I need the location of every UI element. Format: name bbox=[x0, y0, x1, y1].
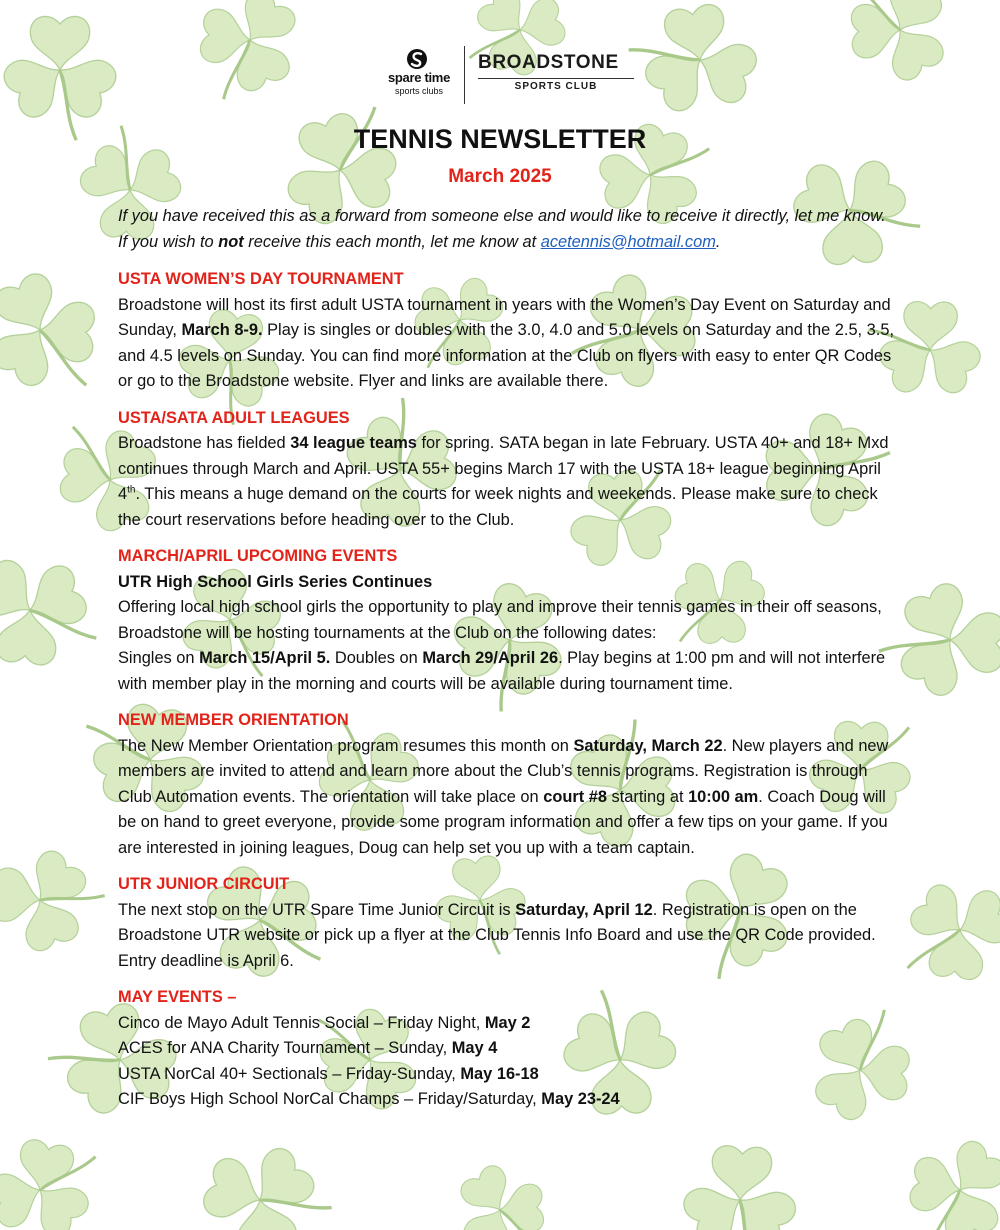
email-link[interactable]: acetennis@hotmail.com bbox=[540, 232, 716, 251]
may-event-text: Cinco de Mayo Adult Tennis Social – Friday Night, bbox=[118, 1013, 485, 1032]
may-event-text: CIF Boys High School NorCal Champs – Friday/Saturday, bbox=[118, 1090, 542, 1108]
intro-emphasis: not bbox=[218, 232, 244, 251]
womens-day-dates: March 8-9. bbox=[181, 321, 263, 339]
intro-text-2: receive this each month, let me know at bbox=[243, 232, 541, 251]
upcoming-dates-paragraph bbox=[118, 646, 898, 697]
may-event bbox=[118, 1036, 898, 1062]
leagues-text-3: . This means a huge demand on the courts for week nights and weekends. Please make sure to check the court reservations before heading over to the Club. bbox=[118, 485, 878, 529]
junior-text: The next stop on the UTR Spare Time Junior Circuit is bbox=[118, 900, 516, 919]
spare-time-logo-icon bbox=[406, 48, 428, 70]
doubles-dates: March 29/April 26 bbox=[422, 649, 559, 667]
intro-text-3: . bbox=[715, 232, 721, 251]
orientation-date: Saturday, March 22 bbox=[573, 736, 723, 755]
upcoming-intro: Offering local high school girls the opportunity to play and improve their tennis games in their off seasons, Broadstone will be hosting tournaments at the Club on the following dates: bbox=[118, 598, 882, 642]
logo-divider bbox=[464, 46, 465, 104]
orientation-time: 10:00 am bbox=[688, 787, 759, 806]
leagues-text: Broadstone has fielded bbox=[118, 434, 291, 452]
broadstone-rule bbox=[478, 78, 634, 79]
orientation-text-3: starting at bbox=[606, 787, 689, 806]
leagues-paragraph bbox=[118, 431, 898, 533]
orientation-paragraph bbox=[118, 734, 898, 862]
may-event-date: May 2 bbox=[484, 1013, 531, 1032]
intro-paragraph bbox=[118, 204, 898, 255]
spare-time-name: spare time bbox=[387, 70, 451, 85]
orientation-text-4: . Coach Doug will be on hand to greet everyone, provide some program information and offer a few tips on your game. If you are interested in joining leagues, Doug can help set you up with a team captain. bbox=[118, 787, 888, 857]
leagues-count: 34 league teams bbox=[290, 434, 417, 452]
section-heading-leagues: USTA/SATA ADULT LEAGUES bbox=[118, 408, 350, 427]
spare-time-subtitle: sports clubs bbox=[394, 86, 444, 96]
may-event-date: May 16-18 bbox=[460, 1064, 539, 1083]
upcoming-text: Singles on bbox=[118, 649, 200, 667]
upcoming-subheading: UTR High School Girls Series Continues bbox=[118, 572, 433, 591]
section-heading-upcoming: MARCH/APRIL UPCOMING EVENTS bbox=[118, 547, 398, 565]
section-heading-junior: UTR JUNIOR CIRCUIT bbox=[118, 875, 290, 893]
upcoming-text-3: . Play begins at 1:00 pm and will not interfere with member play in the morning and courts will be available during tournament time. bbox=[118, 649, 886, 693]
may-event bbox=[118, 1062, 898, 1088]
leagues-text-2: for spring. SATA began in late February. USTA 40+ and 18+ Mxd continues through March and April. USTA 55+ begins March 17 with the USTA 18+ league beginning April 4 bbox=[118, 434, 889, 503]
section-heading-orientation: NEW MEMBER ORIENTATION bbox=[118, 711, 349, 729]
may-event bbox=[118, 1087, 898, 1113]
broadstone-subtitle: SPORTS CLUB bbox=[514, 81, 598, 92]
may-event bbox=[118, 1011, 898, 1037]
orientation-text: The New Member Orientation program resumes this month on bbox=[118, 736, 574, 755]
section-heading-womens-day: USTA WOMEN’S DAY TOURNAMENT bbox=[118, 270, 404, 288]
upcoming-text-2: Doubles on bbox=[330, 649, 423, 667]
may-event-text: USTA NorCal 40+ Sectionals – Friday-Sunday, bbox=[118, 1064, 461, 1083]
newsletter-title: TENNIS NEWSLETTER bbox=[353, 124, 647, 154]
intro-text: If you have received this as a forward from someone else and would like to receive it directly, let me know. If you wish to bbox=[118, 207, 886, 251]
section-heading-may: MAY EVENTS – bbox=[118, 988, 237, 1006]
womens-day-text: Broadstone will host its first adult USTA tournament in years with the Women’s Day Event on Saturday and Sunday, bbox=[118, 295, 891, 339]
womens-day-paragraph bbox=[118, 293, 898, 395]
newsletter-body bbox=[118, 204, 898, 1113]
broadstone-name: BROADSTONE bbox=[478, 52, 619, 73]
ordinal-suffix: th bbox=[127, 484, 136, 496]
club-logo bbox=[380, 44, 640, 104]
junior-paragraph bbox=[118, 898, 898, 975]
orientation-text-2: . New players and new members are invited to attend and learn more about the Club’s tennis programs. Registration is through Club Automation events. The orientation will take place on bbox=[118, 736, 889, 806]
may-event-date: May 23-24 bbox=[541, 1090, 620, 1108]
newsletter-date: March 2025 bbox=[448, 166, 552, 187]
junior-date: Saturday, April 12 bbox=[515, 900, 653, 919]
may-event-text: ACES for ANA Charity Tournament – Sunday, bbox=[118, 1039, 452, 1057]
may-event-date: May 4 bbox=[451, 1039, 498, 1057]
womens-day-text-2: Play is singles or doubles with the 3.0, 4.0 and 5.0 levels on Saturday and the 2.5, 3.5, and 4.5 levels on Sunday. You can find more information at the Club on flyers with easy to enter QR Codes or go to the Broadstone website. Flyer and links are available there. bbox=[118, 321, 895, 390]
orientation-court: court #8 bbox=[543, 787, 607, 806]
singles-dates: March 15/April 5. bbox=[199, 649, 331, 667]
junior-text-2: . Registration is open on the Broadstone UTR website or pick up a flyer at the Club Tennis Info Board and use the QR Code provided. Entry deadline is April 6. bbox=[118, 900, 876, 970]
